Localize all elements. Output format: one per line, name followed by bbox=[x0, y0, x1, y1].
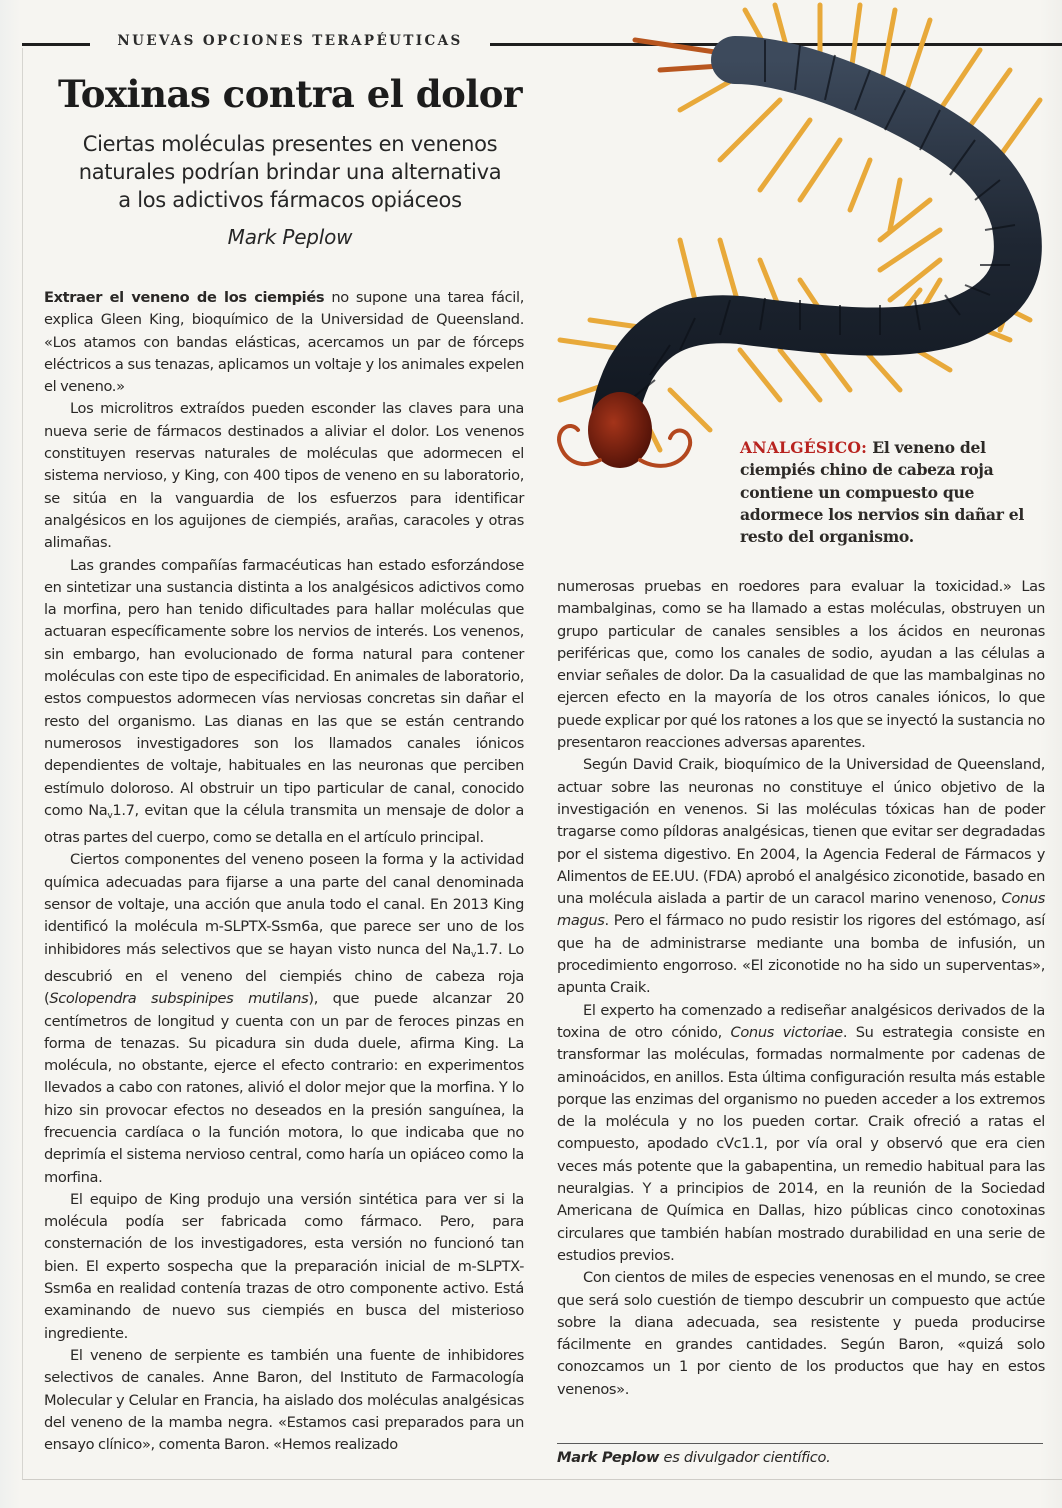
article-title: Toxinas contra el dolor bbox=[58, 72, 522, 116]
author-byline: Mark Peplow bbox=[227, 225, 353, 249]
species-name: Conus victoriae bbox=[730, 1023, 843, 1041]
paragraph: El veneno de serpiente es también una fuente de inhibidores selectivos de canales. Anne Baron, del Instituto de Farmacología Molecular y Celular en Francia, ha aislado dos moléculas analgésicas del veneno de la mamba negra. «Estamos casi preparados para un ensayo clínico», comenta Baron. «Hemos realizado bbox=[44, 1346, 524, 1454]
subtitle-line: Ciertas moléculas presentes en venenos bbox=[82, 132, 498, 156]
section-rule-left bbox=[22, 43, 90, 46]
paragraph: Extraer el veneno de los ciempiés no supone una tarea fácil, explica Gleen King, bioquímico de la Universidad de Queensland. «Los atamos con bandas elásticas, acercamos un par de fórceps eléctricos a sus tenazas, aplicamos un voltaje y los animales expelen el veneno.» bbox=[44, 289, 524, 396]
bio-name: Mark Peplow bbox=[557, 1449, 660, 1466]
centipede-head bbox=[588, 392, 652, 468]
paragraph: El equipo de King produjo una versión sintética para ver si la molécula podía ser fabricada como fármaco. Pero, para consternación de los investigadores, esta versión no funcionó tan bien. El experto sospecha que la preparación inicial de m-SLPTX-Ssm6a en realidad contenía trazas de otro componente activo. Está examinando de nuevo sus ciempiés en busca del misterioso ingrediente. bbox=[44, 1190, 524, 1342]
paragraph: Con cientos de miles de especies venenosas en el mundo, se cree que será solo cuestión de tiempo descubrir un compuesto que actúe sobre la diana adecuada, sea resistente y pueda producirse fácilmente en grandes cantidades. Según Baron, «quizá solo conozcamos un 1 por ciento de los productos que hay en estos venenos». bbox=[557, 1269, 1045, 1398]
centipede-body bbox=[615, 60, 1018, 420]
article-column-left bbox=[44, 287, 524, 1456]
caption-text: El veneno del ciempiés chino de cabeza roja contiene un compuesto que adormece los nervios sin dañar el resto del organismo. bbox=[740, 438, 1024, 547]
species-name: Conus magus bbox=[557, 890, 1045, 930]
centipede-photo-icon bbox=[520, 0, 1062, 480]
author-bio bbox=[557, 1449, 1043, 1466]
caption-label: ANALGÉSICO: bbox=[740, 438, 868, 457]
bio-divider bbox=[557, 1443, 1043, 1444]
paragraph: Según David Craik, bioquímico de la Universidad de Queensland, actuar sobre las neuronas no constituye el único objetivo de la investigación en venenos. Si las moléculas tóxicas han de poder tragarse como píldoras analgésicas, tienen que evitar ser degradadas por el sistema digestivo. En 2004, la Agencia Federal de Fármacos y Alimentos de EE.UU. (FDA) aprobó el analgésico ziconotide, basado en una molécula aislada a partir de un caracol marino venenoso, Conus magus. Pero el fármaco no pudo resistir los rigores del estómago, así que ha de administrarse mediante una bomba de infusión, un procedimiento engorroso. «El ziconotide no ha sido un superventas», apunta Craik. bbox=[557, 756, 1045, 997]
subtitle-line: naturales podrían brindar una alternativa bbox=[78, 160, 502, 184]
subtitle-line: a los adictivos fármacos opiáceos bbox=[118, 188, 462, 212]
article-column-right bbox=[557, 576, 1045, 1401]
paragraph: Las grandes compañías farmacéuticas han estado esforzándose en sintetizar una sustancia distinta a los analgésicos adictivos como la morfina, pero han tenido dificultades para hallar moléculas que actuaran específicamente sobre los nervios de interés. Los venenos, sin embargo, han evolucionado de forma natural para contener moléculas con este tipo de especificidad. En animales de laboratorio, estos compuestos adormecen vías nerviosas concretas sin dañar el resto del organismo. Las dianas en las que se están centrando numerosos investigadores son los llamados canales iónicos dependientes de voltaje, habituales en las neuronas que perciben estímulo doloroso. Al obstruir un tipo particular de canal, conocido como $Na_v1.7$, evitan que la célula transmita un mensaje de dolor a otras partes del cuerpo, como se detalla en el artículo principal. bbox=[44, 556, 524, 847]
paragraph: numerosas pruebas en roedores para evaluar la toxicidad.» Las mambalginas, como se ha llamado a estas moléculas, obstruyen un grupo particular de canales sensibles a los ácidos en neuronas periféricas que, como los canales de sodio, ayudan a las células a enviar señales de dolor. Da la casualidad de que las mambalginas no ejercen efecto en la mayoría de los otros canales iónicos, lo que puede explicar por qué los ratones a los que se inyectó la sustancia no presentaron reacciones adversas aparentes. bbox=[557, 578, 1045, 752]
lead-in: Extraer el veneno de los ciempiés bbox=[44, 289, 325, 306]
paragraph: Los microlitros extraídos pueden esconder las claves para una nueva serie de fármacos destinados a aliviar el dolor. Los venenos constituyen reservas naturales de moléculas que adormecen el sistema nervioso, y King, con 400 tipos de veneno en su laboratorio, se sitúa en la vanguardia de los esfuerzos para identificar analgésicos en los aguijones de ciempiés, arañas, caracoles y otras alimañas. bbox=[44, 400, 524, 552]
paragraph: Ciertos componentes del veneno poseen la forma y la actividad química adecuadas para fijarse a una parte del canal denominada sensor de voltaje, una acción que anula todo el canal. En 2013 King identificó la molécula m-SLPTX-Ssm6a, que parece ser uno de los inhibidores más selectivos que se hayan visto nunca del $Na_v1.7$. Lo descubrió en el veneno del ciempiés chino de cabeza roja (Scolopendra subspinipes mutilans), que puede alcanzar 20 centímetros de longitud y cuenta con un par de feroces pinzas en forma de tenazas. Su picadura sin duda duele, afirma King. La molécula, no obstante, ejerce el efecto contrario: en experimentos llevados a cabo con ratones, alivió el dolor mejor que la morfina. Y lo hizo sin provocar efectos no deseados en la presión sanguínea, la frecuencia cardíaca o la función motora, lo que indicaba que no deprimía el sistema nervioso central, como haría un opiáceo como la morfina. bbox=[44, 851, 525, 1186]
bio-text: es divulgador científico. bbox=[659, 1449, 831, 1466]
image-caption bbox=[740, 437, 1040, 548]
paragraph: El experto ha comenzado a rediseñar analgésicos derivados de la toxina de otro cónido, Conus victoriae. Su estrategia consiste en transformar las moléculas, formadas normalmente por cadenas de aminoácidos, en anillos. Esta última configuración resulta más estable porque las enzimas del organismo no pueden acceder a los extremos de la molécula y no los pueden cortar. Craik ofreció a ratas el compuesto, apodado cVc1.1, por vía oral y observó que era cien veces más potente que la gabapentina, un remedio habitual para las neuralgias. Y a principios de 2014, en la reunión de la Sociedad Americana de Química en Dallas, hizo públicas cinco conotoxinas circulares que también habían mostrado durabilidad en una serie de estudios previos. bbox=[557, 1001, 1046, 1264]
section-label: NUEVAS OPCIONES TERAPÉUTICAS bbox=[117, 33, 463, 49]
species-name: Scolopendra subspinipes mutilans bbox=[49, 990, 309, 1008]
article-subtitle bbox=[40, 130, 540, 214]
